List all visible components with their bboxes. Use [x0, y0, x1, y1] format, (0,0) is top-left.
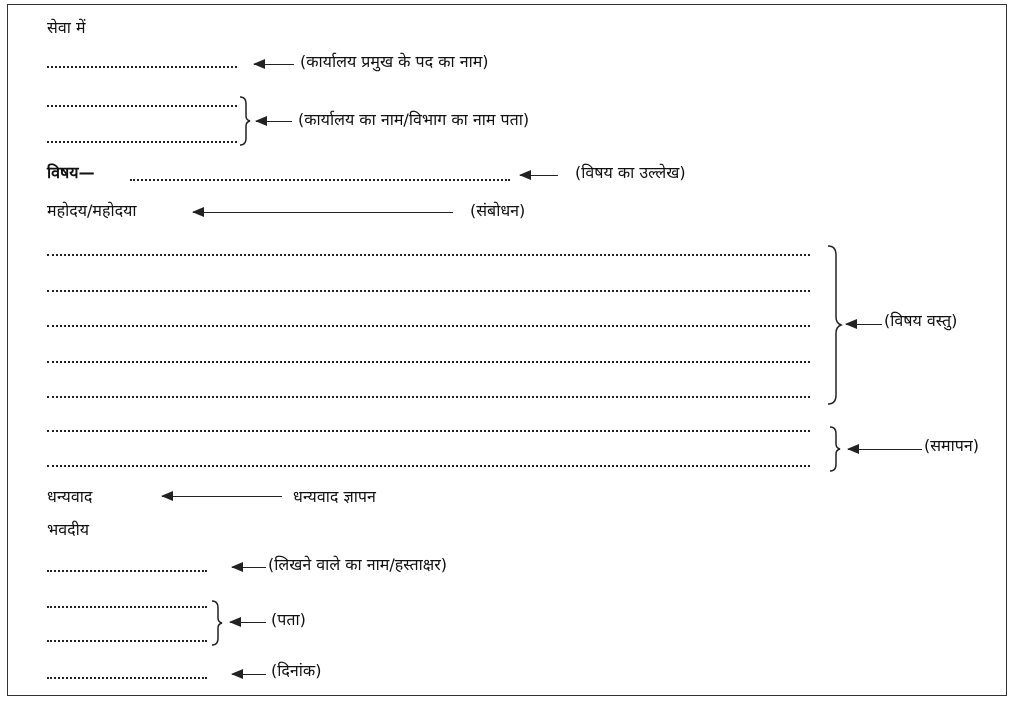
- yours: भवदीय: [47, 520, 90, 539]
- writer-note: (लिखने वाले का नाम/हस्ताक्षर): [268, 555, 448, 574]
- date-blank: [47, 677, 207, 679]
- greeting-note: (संबोधन): [470, 201, 526, 220]
- recipient-post-blank: [47, 66, 237, 68]
- recipient-office-blank-2: [47, 141, 237, 143]
- letter-format-frame: [7, 4, 1007, 696]
- body-blank-2: [47, 290, 810, 292]
- arrow-left-icon: [256, 121, 292, 122]
- closing-blank-1: [47, 430, 810, 432]
- arrow-left-icon: [848, 449, 922, 450]
- salutation-to: सेवा में: [47, 18, 86, 37]
- body-blank-1: [47, 254, 810, 256]
- subject-blank: [130, 179, 510, 181]
- closing-note: (समापन): [924, 436, 979, 455]
- address-blank-2: [47, 640, 207, 642]
- arrow-left-icon: [232, 567, 266, 568]
- body-blank-3: [47, 325, 810, 327]
- arrow-left-icon: [520, 175, 558, 176]
- recipient-post-note: (कार्यालय प्रमुख के पद का नाम): [300, 52, 489, 71]
- brace-icon: [826, 245, 842, 405]
- arrow-left-icon: [162, 496, 282, 497]
- recipient-office-blank-1: [47, 105, 237, 107]
- date-note: (दिनांक): [271, 661, 322, 680]
- body-blank-4: [47, 361, 810, 363]
- body-note: (विषय वस्तु): [884, 311, 958, 330]
- writer-blank: [47, 570, 207, 572]
- closing-blank-2: [47, 465, 810, 467]
- arrow-left-icon: [254, 64, 294, 65]
- address-blank-1: [47, 606, 207, 608]
- thanks-note: धन्यवाद ज्ञापन: [293, 487, 376, 506]
- address-note: (पता): [271, 610, 306, 629]
- greeting: महोदय/महोदया: [47, 201, 137, 220]
- subject-note: (विषय का उल्लेख): [575, 163, 686, 182]
- brace-icon: [210, 600, 224, 646]
- thanks: धन्यवाद: [47, 487, 93, 506]
- arrow-left-icon: [193, 212, 453, 213]
- brace-icon: [828, 426, 842, 472]
- arrow-left-icon: [846, 324, 882, 325]
- subject-label: विषय—: [47, 163, 95, 182]
- arrow-left-icon: [230, 622, 266, 623]
- arrow-left-icon: [232, 674, 266, 675]
- body-blank-5: [47, 396, 810, 398]
- brace-icon: [238, 96, 252, 146]
- recipient-office-note: (कार्यालय का नाम/विभाग का नाम पता): [298, 110, 530, 129]
